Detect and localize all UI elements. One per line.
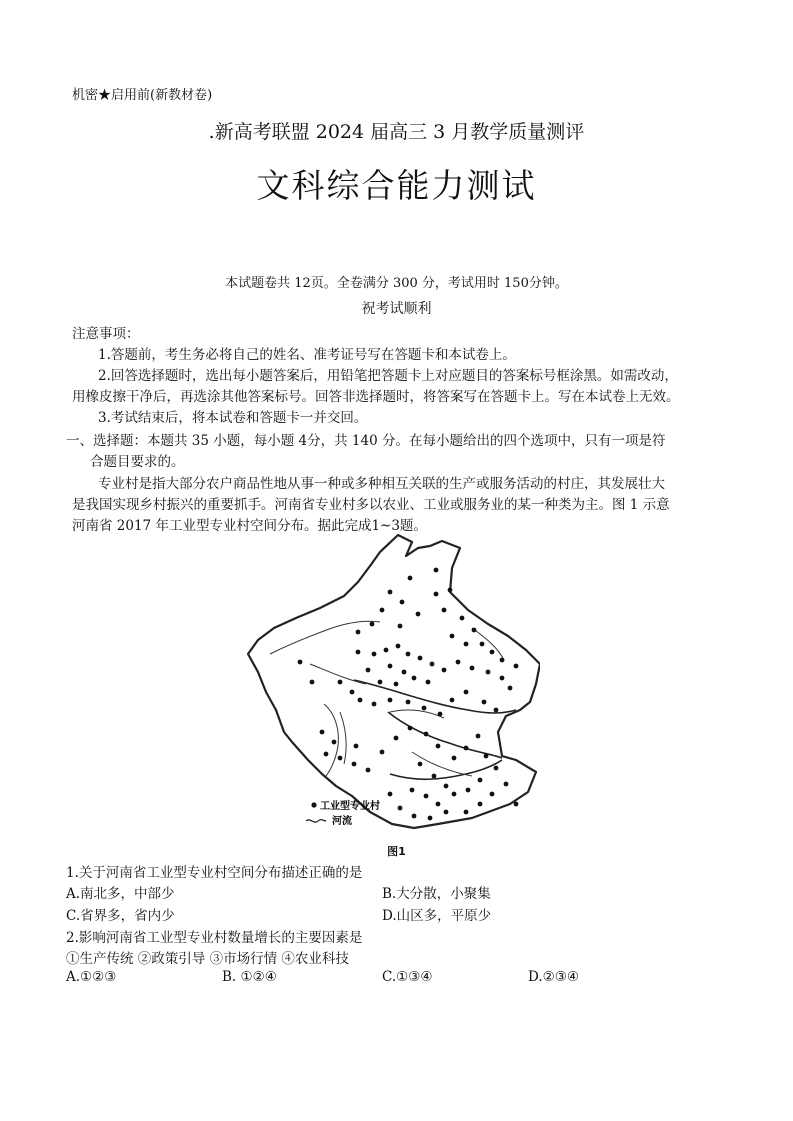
village-dot bbox=[480, 642, 485, 647]
village-dot bbox=[324, 752, 329, 757]
village-dot bbox=[406, 652, 411, 657]
village-dot bbox=[416, 612, 421, 617]
village-dot bbox=[388, 792, 393, 797]
village-dot bbox=[464, 642, 469, 647]
village-dot bbox=[370, 622, 375, 627]
question-option: B.大分散，小聚集 bbox=[382, 886, 491, 902]
village-dot bbox=[514, 802, 519, 807]
village-dot bbox=[478, 778, 483, 783]
village-dot bbox=[450, 698, 455, 703]
section-heading-cont: 合题目要求的。 bbox=[90, 454, 185, 470]
village-dot bbox=[476, 734, 481, 739]
village-dot bbox=[398, 624, 403, 629]
village-dot bbox=[418, 762, 423, 767]
village-dot bbox=[470, 666, 475, 671]
note-item: 2.回答选择题时，选出每小题答案后，用铅笔把答题卡上对应题目的答案标号框涂黑。如需改动， bbox=[98, 368, 678, 384]
village-dot bbox=[452, 792, 457, 797]
passage-line: 是我国实现乡村振兴的重要抓手。河南省专业村多以农业、工业或服务业的某一种类为主。图 1 示意 bbox=[72, 497, 670, 513]
village-dot bbox=[428, 816, 433, 821]
village-dot bbox=[388, 590, 393, 595]
village-dot bbox=[394, 682, 399, 687]
village-dot bbox=[452, 756, 457, 761]
question-factors: ①生产传统 ②政策引导 ③市场行情 ④农业科技 bbox=[66, 951, 349, 967]
village-dot bbox=[430, 662, 435, 667]
village-dot bbox=[394, 736, 399, 741]
village-dot bbox=[396, 644, 401, 649]
village-dot bbox=[442, 608, 447, 613]
river bbox=[270, 621, 380, 654]
village-dot bbox=[356, 630, 361, 635]
exam-title: .新高考联盟 2024 届高三 3 月教学质量测评 bbox=[208, 121, 585, 143]
main-title: 文科综合能力测试 bbox=[256, 166, 537, 205]
village-dot bbox=[402, 670, 407, 675]
village-dot bbox=[410, 788, 415, 793]
secret-label: 机密★启用前(新教材卷) bbox=[72, 88, 213, 103]
village-dot bbox=[432, 774, 437, 779]
village-dot bbox=[478, 802, 483, 807]
village-dot bbox=[456, 660, 461, 665]
village-dot bbox=[490, 792, 495, 797]
village-dot bbox=[380, 750, 385, 755]
question-option: C.省界多，省内少 bbox=[66, 908, 175, 924]
figure-caption: 图1 bbox=[387, 845, 406, 858]
village-dot bbox=[464, 690, 469, 695]
village-dot bbox=[494, 708, 499, 713]
village-dot bbox=[422, 706, 427, 711]
good-luck-text: 祝考试顺利 bbox=[361, 301, 432, 317]
village-dot bbox=[424, 732, 429, 737]
village-dot bbox=[366, 668, 371, 673]
village-dot bbox=[472, 628, 477, 633]
river bbox=[472, 628, 504, 660]
village-dot bbox=[500, 676, 505, 681]
village-dot bbox=[460, 616, 465, 621]
question-option: D.山区多，平原少 bbox=[382, 908, 492, 924]
village-dot bbox=[418, 656, 423, 661]
village-dot bbox=[434, 568, 439, 573]
village-dot bbox=[338, 756, 343, 761]
section-heading: 一、选择题：本题共 35 小题，每小题 4分，共 140 分。在每小题给出的四个选项中，只有一项是符 bbox=[66, 433, 666, 449]
question-stem: 1.关于河南省工业型专业村空间分布描述正确的是 bbox=[66, 865, 363, 881]
village-dot bbox=[398, 806, 403, 811]
village-dot bbox=[388, 698, 393, 703]
village-dot bbox=[450, 634, 455, 639]
note-item: 用橡皮擦干净后，再选涂其他答案标号。回答非选择题时，将答案写在答题卡上。写在本试卷上无效。 bbox=[72, 389, 680, 405]
village-dot bbox=[372, 652, 377, 657]
village-dot bbox=[350, 690, 355, 695]
village-dot bbox=[444, 810, 449, 815]
village-dot bbox=[490, 650, 495, 655]
note-item: 1.答题前，考生务必将自己的姓名、准考证号写在答题卡和本试卷上。 bbox=[98, 347, 516, 363]
village-dot bbox=[486, 670, 491, 675]
village-dot bbox=[406, 700, 411, 705]
village-dot bbox=[372, 702, 377, 707]
village-dot bbox=[504, 782, 509, 787]
henan-map-figure bbox=[240, 532, 540, 832]
question-option: D.②③④ bbox=[528, 969, 579, 985]
province-outline bbox=[248, 535, 540, 828]
village-dot bbox=[298, 660, 303, 665]
village-dot bbox=[434, 592, 439, 597]
village-dot bbox=[436, 744, 441, 749]
village-dot bbox=[332, 740, 337, 745]
question-option: C.①③④ bbox=[382, 969, 433, 985]
village-dot bbox=[352, 762, 357, 767]
village-dot bbox=[444, 784, 449, 789]
village-dot bbox=[482, 700, 487, 705]
exam-info: 本试题卷共 12页。全卷满分 300 分，考试用时 150分钟。 bbox=[225, 276, 568, 291]
village-dot bbox=[442, 668, 447, 673]
village-dot bbox=[500, 658, 505, 663]
village-dot bbox=[412, 676, 417, 681]
village-dot bbox=[514, 664, 519, 669]
question-option: A.①②③ bbox=[66, 969, 117, 985]
village-dot bbox=[448, 588, 453, 593]
village-dot bbox=[412, 814, 417, 819]
village-dot bbox=[310, 680, 315, 685]
village-dot bbox=[384, 648, 389, 653]
passage-line: 专业村是指大部分农户商品性地从事一种或多种相互关联的生产或服务活动的村庄，其发展壮大 bbox=[98, 476, 665, 492]
question-option: B. ①②④ bbox=[222, 969, 277, 985]
legend-village-marker bbox=[311, 802, 316, 807]
village-dot bbox=[426, 680, 431, 685]
village-dot bbox=[464, 810, 469, 815]
village-dot bbox=[508, 686, 513, 691]
village-dot bbox=[380, 608, 385, 613]
village-dot bbox=[484, 754, 489, 759]
question-option: A.南北多，中部少 bbox=[66, 886, 175, 902]
notes-heading: 注意事项： bbox=[72, 326, 140, 342]
village-dot bbox=[358, 698, 363, 703]
village-dot bbox=[408, 576, 413, 581]
note-item: 3.考试结束后，将本试卷和答题卡一并交回。 bbox=[98, 410, 368, 426]
legend-river-label: 河流 bbox=[332, 816, 352, 827]
village-dot bbox=[320, 730, 325, 735]
village-dot bbox=[378, 680, 383, 685]
village-dot bbox=[408, 726, 413, 731]
village-dot bbox=[366, 768, 371, 773]
question-stem: 2.影响河南省工业型专业村数量增长的主要因素是 bbox=[66, 930, 363, 946]
village-dot bbox=[494, 766, 499, 771]
village-dot bbox=[388, 664, 393, 669]
village-dot bbox=[466, 788, 471, 793]
passage-line: 河南省 2017 年工业型专业村空间分布。据此完成1~3题。 bbox=[72, 518, 427, 534]
river bbox=[324, 704, 338, 776]
village-dot bbox=[438, 712, 443, 717]
river bbox=[390, 710, 444, 718]
village-dot bbox=[436, 802, 441, 807]
legend-village-label: 工业型专业村 bbox=[320, 801, 380, 812]
village-dot bbox=[400, 600, 405, 605]
village-dot bbox=[424, 794, 429, 799]
village-dot bbox=[354, 744, 359, 749]
village-dot bbox=[356, 650, 361, 655]
village-dot bbox=[464, 746, 469, 751]
henan-map bbox=[240, 532, 540, 832]
village-dot bbox=[338, 680, 343, 685]
legend-river-symbol bbox=[306, 820, 326, 822]
